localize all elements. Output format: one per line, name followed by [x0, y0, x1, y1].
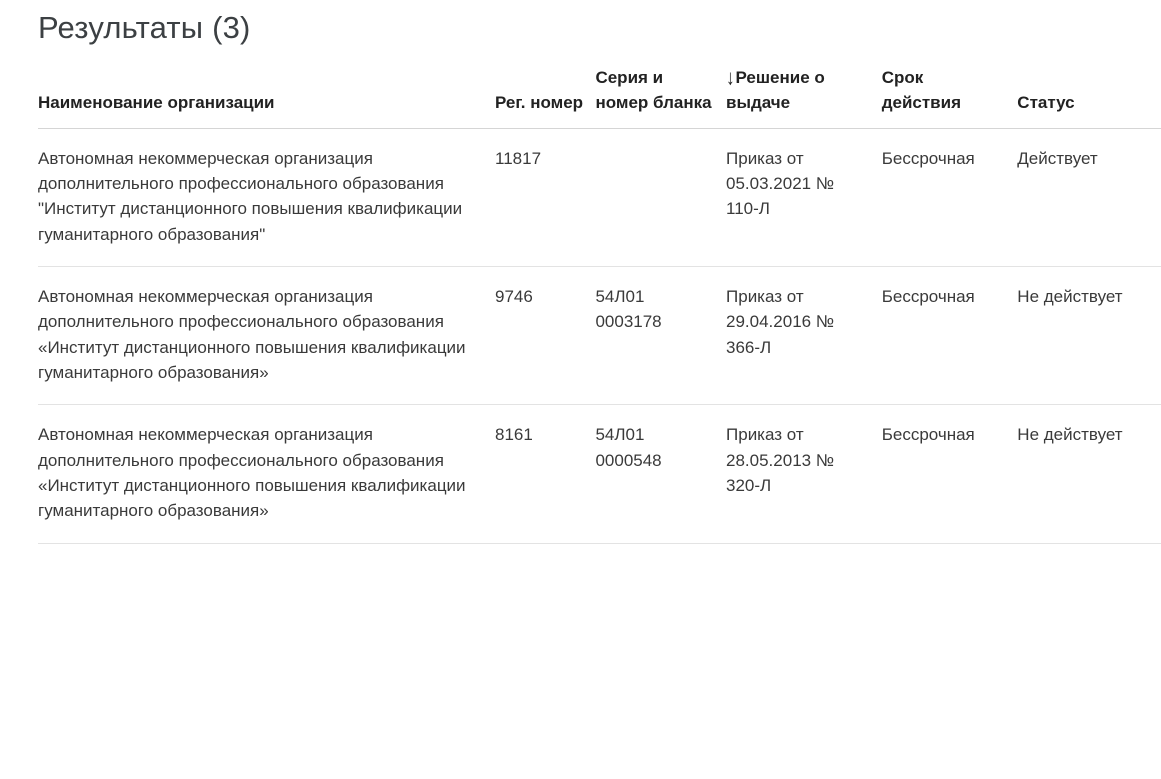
column-header-status-label: Статус — [1017, 92, 1075, 112]
cell-status: Действует — [1017, 148, 1098, 168]
cell-reg-number: 9746 — [495, 286, 533, 306]
cell-organization-name: Автономная некоммерческая организация дополнительного профессионального образования "Институт дистанционного повышения квалификации гуманитарного образования" — [38, 148, 463, 244]
cell-term: Бессрочная — [881, 425, 975, 445]
cell-term: Бессрочная — [881, 148, 975, 168]
column-header-term[interactable] — [882, 66, 1018, 128]
cell-organization-name: Автономная некоммерческая организация дополнительного профессионального образования «Институт дистанционного повышения квалификации гуманитарного образования» — [38, 286, 466, 382]
cell-reg-number: 8161 — [495, 425, 533, 445]
column-header-order[interactable] — [726, 66, 882, 128]
cell-blank-number — [595, 128, 726, 266]
column-header-term-label: Срок действия — [881, 68, 962, 112]
cell-blank-number: 54Л01 0000548 — [595, 425, 662, 470]
sort-down-arrow-icon: ↓ — [726, 65, 735, 90]
table-row — [38, 266, 1161, 404]
column-header-order-label: Решение о выдаче — [726, 68, 825, 112]
page-title: Результаты (3) — [38, 10, 251, 45]
table-header-row — [38, 66, 1161, 128]
table-row — [38, 128, 1161, 266]
column-header-regnum[interactable] — [495, 66, 595, 128]
cell-order: Приказ от 05.03.2021 № 110-Л — [726, 148, 835, 219]
cell-order: Приказ от 28.05.2013 № 320-Л — [726, 425, 835, 495]
cell-status: Не действует — [1017, 425, 1123, 445]
column-header-name-label: Наименование организации — [38, 92, 275, 112]
cell-organization-name: Автономная некоммерческая организация дополнительного профессионального образования «Институт дистанционного повышения квалификации гуманитарного образования» — [38, 425, 466, 521]
column-header-status[interactable] — [1017, 66, 1161, 128]
table-header — [38, 66, 1161, 128]
cell-reg-number: 11817 — [495, 148, 542, 168]
column-header-regnum-label: Рег. номер — [495, 92, 584, 112]
cell-order: Приказ от 29.04.2016 № 366-Л — [726, 286, 835, 357]
column-header-blank[interactable] — [595, 66, 726, 128]
table-body — [38, 128, 1161, 543]
cell-blank-number: 54Л01 0003178 — [595, 286, 662, 332]
column-header-name[interactable] — [38, 66, 495, 128]
column-header-blank-label: Серия и номер бланка — [595, 68, 712, 112]
results-table — [38, 66, 1161, 543]
cell-status: Не действует — [1017, 286, 1123, 306]
cell-term: Бессрочная — [881, 286, 975, 306]
table-row — [38, 405, 1161, 543]
